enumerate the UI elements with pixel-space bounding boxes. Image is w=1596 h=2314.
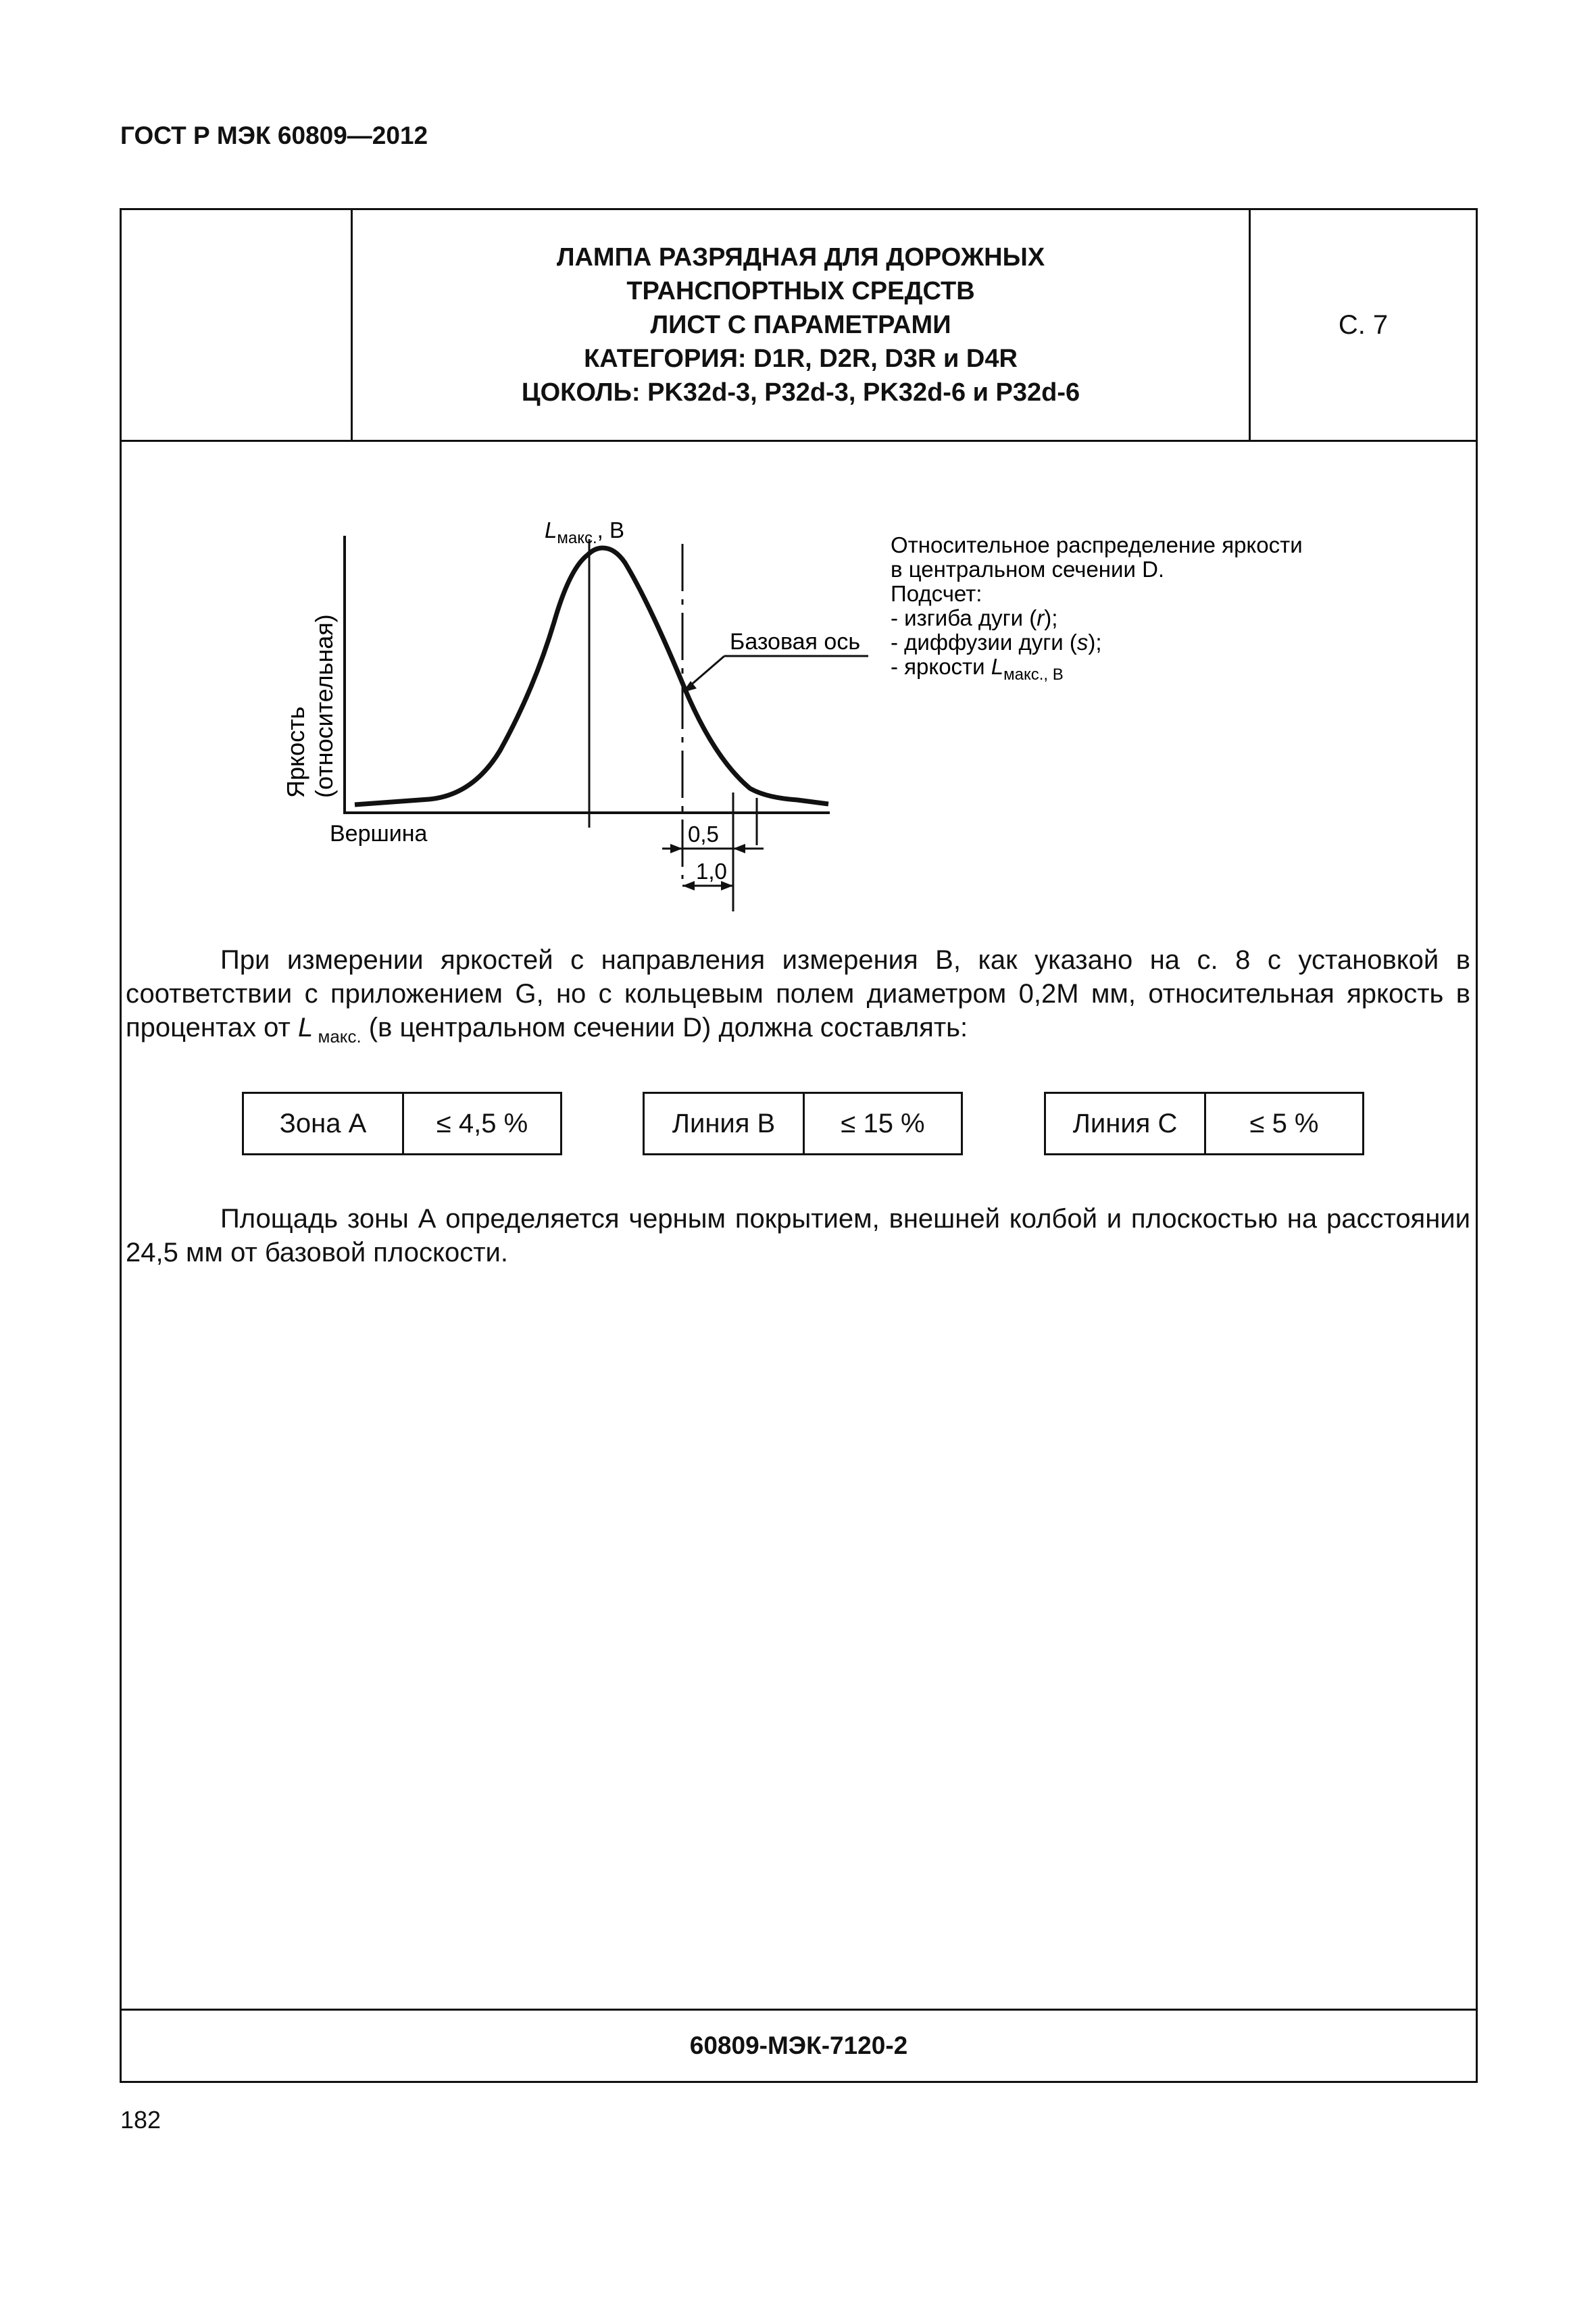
figure-note-item: - диффузии дуги (s); — [891, 630, 1102, 655]
sheet-footer: 60809-МЭК-7120-2 — [122, 2009, 1476, 2081]
limit-value: ≤ 5 % — [1249, 1108, 1319, 1138]
page-reference: С. 7 — [1249, 210, 1476, 440]
y-axis-label: Яркость — [282, 706, 309, 798]
document-code: ГОСТ Р МЭК 60809—2012 — [120, 122, 428, 149]
parameter-sheet-frame — [120, 208, 1478, 2083]
vertex-label: Вершина — [330, 821, 428, 847]
title-line: ТРАНСПОРТНЫХ СРЕДСТВ — [626, 277, 975, 305]
luminance-symbol: L — [297, 1013, 314, 1042]
base-axis-label: Базовая ось — [730, 629, 861, 655]
dim-label-small: 0,5 — [688, 822, 719, 847]
figure-note-line: в центральном сечении D. — [891, 557, 1165, 582]
leader-line — [689, 656, 724, 686]
limit-value: ≤ 15 % — [841, 1108, 925, 1138]
dim-label-large: 1,0 — [696, 859, 727, 884]
limit-table-line-c — [1044, 1092, 1364, 1155]
limit-label: Линия C — [1046, 1094, 1206, 1153]
limit-table-line-b — [643, 1092, 963, 1155]
figure-note-line: Относительное распределение яркости — [891, 532, 1303, 557]
luminance-distribution-figure — [122, 210, 1476, 926]
figure-note-line: Подсчет: — [891, 581, 982, 606]
figure-note-item: - яркости $L_{макс., В}$ — [891, 654, 1064, 684]
luminance-subscript: макс. — [313, 1026, 361, 1047]
figure-note-item: - изгиба дуги (r); — [891, 605, 1058, 630]
limit-label: Линия B — [645, 1094, 805, 1153]
title-line: ЛИСТ С ПАРАМЕТРАМИ — [650, 311, 951, 339]
limit-label: Зона А — [244, 1094, 404, 1153]
title-line: ЦОКОЛЬ: PK32d-3, P32d-3, PK32d-6 и P32d-6 — [521, 378, 1080, 407]
measurement-paragraph: При измерении яркостей с направления измерения B, как указано на с. 8 с установкой в соответствии с приложением G, но с кольцевым полем диаметром 0,2М мм, относительная яркость в процентах от L $_{макс.}$ (в центральном сечении D) должна составлять: — [126, 945, 1470, 1047]
zone-a-paragraph: Площадь зоны А определяется черным покрытием, внешней колбой и плоскостью на расстоянии 24,5 мм от базовой плоскости. — [126, 1204, 1470, 1267]
dim-arrow — [670, 844, 682, 853]
luminance-curve — [355, 548, 828, 805]
dim-arrow — [733, 844, 745, 853]
title-line: КАТЕГОРИЯ: D1R, D2R, D3R и D4R — [584, 345, 1018, 373]
title-line: ЛАМПА РАЗРЯДНАЯ ДЛЯ ДОРОЖНЫХ — [556, 243, 1045, 272]
y-axis-label-sub: (относительная) — [310, 614, 338, 798]
dim-arrow — [682, 881, 695, 890]
limit-value: ≤ 4,5 % — [436, 1108, 528, 1138]
peak-label: $L_{макс.}$, В — [545, 518, 625, 547]
page-number: 182 — [120, 2106, 161, 2134]
limit-table-zone-a — [242, 1092, 562, 1155]
